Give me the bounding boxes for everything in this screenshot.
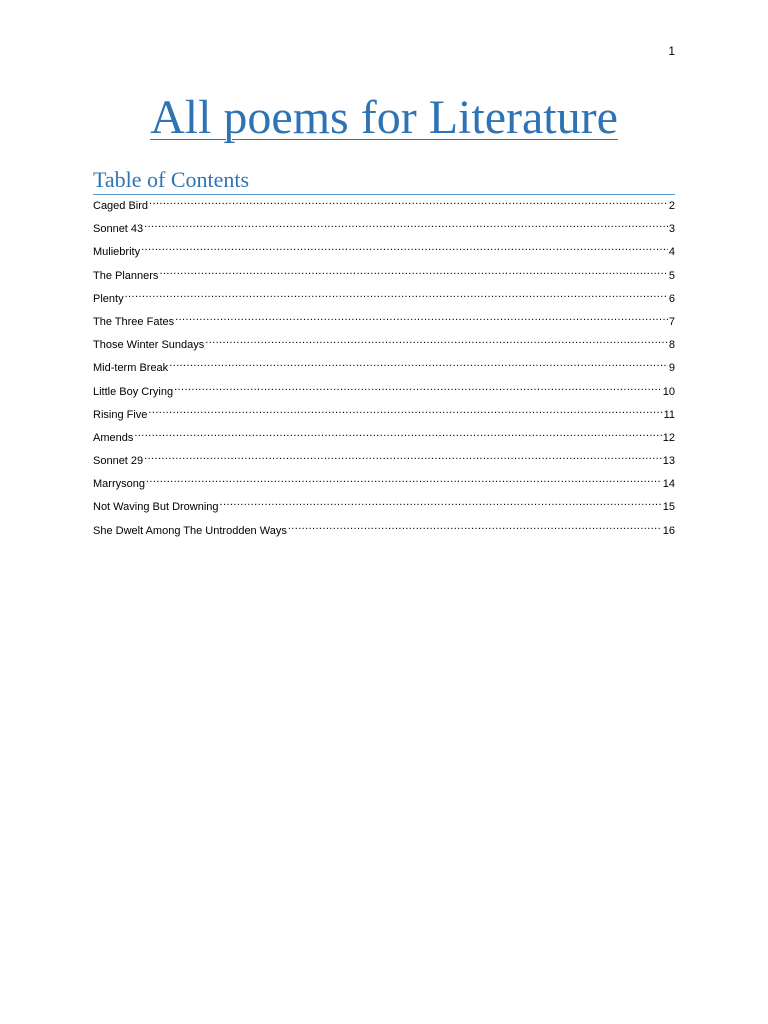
toc-entry-page[interactable]: 15 <box>662 501 675 514</box>
toc-entry-title[interactable]: She Dwelt Among The Untrodden Ways <box>93 524 287 537</box>
toc-entry-title[interactable]: Rising Five <box>93 408 148 421</box>
toc-leader <box>134 429 661 441</box>
toc-entry-title[interactable]: The Planners <box>93 269 159 282</box>
toc-entry-title[interactable]: Not Waving But Drowning <box>93 501 219 514</box>
toc-entry[interactable] <box>93 267 675 290</box>
toc-entry[interactable] <box>93 243 675 266</box>
toc-entry[interactable] <box>93 429 675 452</box>
toc-entry-page[interactable]: 14 <box>662 478 675 491</box>
toc-leader <box>169 359 668 371</box>
toc-leader <box>149 197 668 209</box>
toc-entry-page[interactable]: 9 <box>668 362 675 375</box>
toc-entry-page[interactable]: 12 <box>662 431 675 444</box>
toc-entry[interactable] <box>93 313 675 336</box>
toc-entry-page[interactable]: 13 <box>662 455 675 468</box>
toc-leader <box>220 498 662 510</box>
toc-entry-title[interactable]: Muliebrity <box>93 246 141 259</box>
toc-entry-page[interactable]: 4 <box>668 246 675 259</box>
toc-leader <box>144 452 662 464</box>
toc-leader <box>175 313 668 325</box>
document-title: All poems for Literature <box>150 91 618 144</box>
toc-leader <box>146 475 662 487</box>
page-number: 1 <box>668 44 675 58</box>
toc-entry[interactable] <box>93 452 675 475</box>
toc-entry[interactable] <box>93 336 675 359</box>
toc-entry-page[interactable]: 10 <box>662 385 675 398</box>
toc-entry-page[interactable]: 3 <box>668 223 675 236</box>
toc-entry-title[interactable]: Those Winter Sundays <box>93 339 205 352</box>
toc-leader <box>144 220 668 232</box>
toc-leader <box>205 336 668 348</box>
toc-heading: Table of Contents <box>93 166 675 195</box>
toc-entry[interactable] <box>93 522 675 545</box>
toc-entry-title[interactable]: The Three Fates <box>93 315 175 328</box>
toc-entry-title[interactable]: Plenty <box>93 292 124 305</box>
toc-entry[interactable] <box>93 498 675 521</box>
toc-leader <box>125 290 668 302</box>
toc-entry-page[interactable]: 5 <box>668 269 675 282</box>
toc-entry-page[interactable]: 11 <box>663 408 675 421</box>
toc-entry-title[interactable]: Little Boy Crying <box>93 385 174 398</box>
toc-entry[interactable] <box>93 383 675 406</box>
toc-leader <box>288 522 662 534</box>
toc-leader <box>174 383 662 395</box>
toc-leader <box>141 243 668 255</box>
toc-entry-page[interactable]: 8 <box>668 339 675 352</box>
toc-entry-title[interactable]: Mid-term Break <box>93 362 169 375</box>
toc-leader <box>159 267 667 279</box>
toc-entry-page[interactable]: 6 <box>668 292 675 305</box>
toc-entry-page[interactable]: 16 <box>662 524 675 537</box>
toc-entry-title[interactable]: Marrysong <box>93 478 145 491</box>
toc-entry-title[interactable]: Sonnet 43 <box>93 223 144 236</box>
toc-entry[interactable] <box>93 197 675 220</box>
toc-entry[interactable] <box>93 359 675 382</box>
toc-leader <box>148 406 662 418</box>
toc-entry[interactable] <box>93 475 675 498</box>
toc-entry-page[interactable]: 2 <box>668 200 675 212</box>
toc-entry-title[interactable]: Caged Bird <box>93 200 149 212</box>
toc-entry-page[interactable]: 7 <box>668 315 675 328</box>
toc-entry-title[interactable]: Sonnet 29 <box>93 455 144 468</box>
toc-entry[interactable] <box>93 406 675 429</box>
toc-entry[interactable] <box>93 290 675 313</box>
toc-entry-title[interactable]: Amends <box>93 431 134 444</box>
toc-entry[interactable] <box>93 220 675 243</box>
table-of-contents <box>93 197 675 545</box>
